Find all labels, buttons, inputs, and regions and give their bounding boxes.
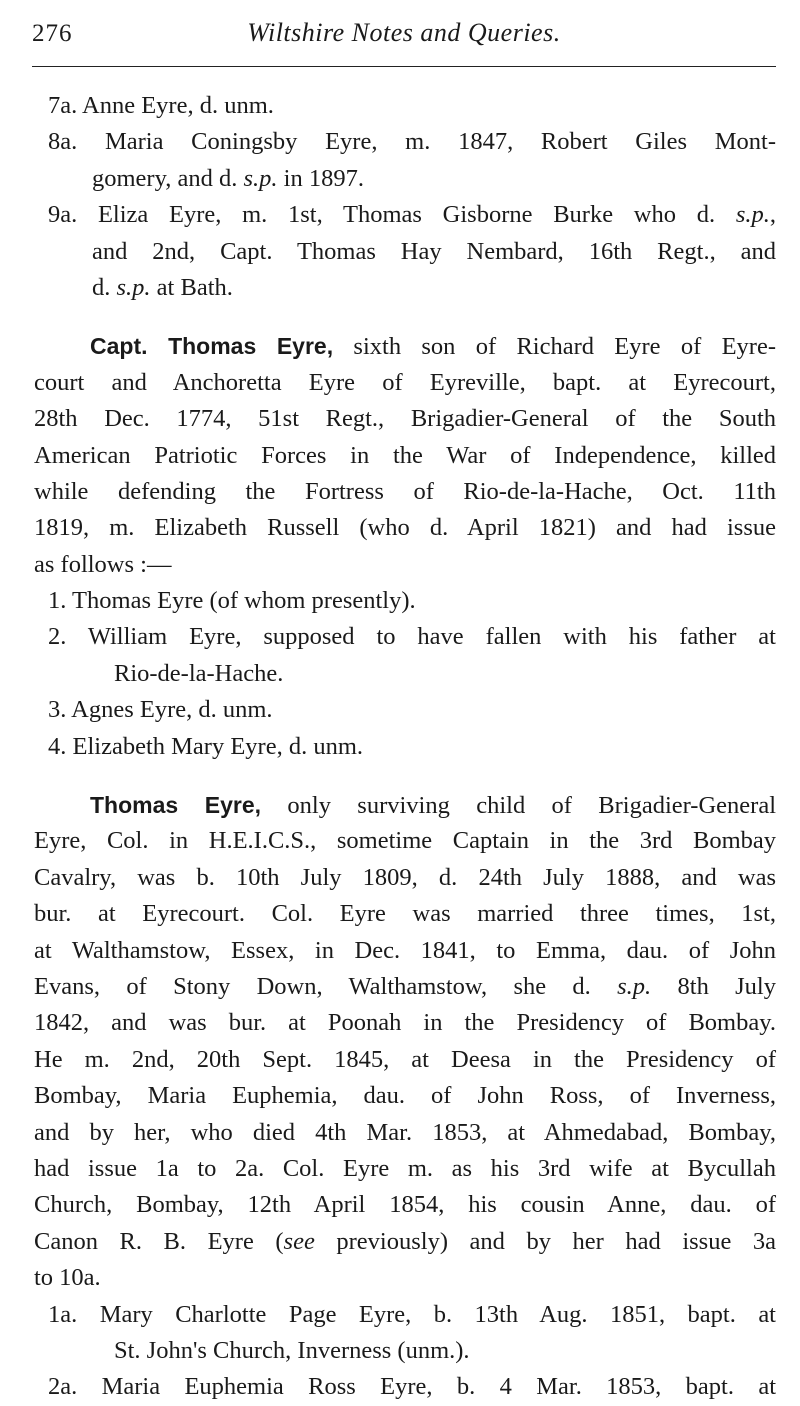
- paragraph-gap: [34, 306, 776, 328]
- entry-8a: 8a. Maria Coningsby Eyre, m. 1847, Robert Giles Mont-: [48, 128, 776, 156]
- paragraph-gap: [34, 765, 776, 787]
- capt-para-line-1: Capt. Thomas Eyre, sixth son of Richard Eyre of Eyre-: [90, 333, 776, 361]
- capt-para-line-5: while defending the Fortress of Rio-de-la-Hache, Oct. 11th: [34, 477, 776, 505]
- entry-7a: 7a. Anne Eyre, d. unm.: [48, 92, 274, 119]
- thomas-para-line-7: 1842, and was bur. at Poonah in the Presidency of Bombay.: [34, 1009, 776, 1037]
- capt-para-line-3: 28th Dec. 1774, 51st Regt., Brigadier-General of the South: [34, 405, 776, 433]
- child-4: 4. Elizabeth Mary Eyre, d. unm.: [48, 732, 364, 760]
- thomas-para-line-3: Cavalry, was b. 10th July 1809, d. 24th July 1888, and was: [34, 863, 776, 891]
- thomas-para-line-11: had issue 1a to 2a. Col. Eyre m. as his 3rd wife at Bycullah: [34, 1154, 776, 1182]
- capt-para-line-6: 1819, m. Elizabeth Russell (who d. April 1821) and had issue: [34, 514, 776, 542]
- thomas-para-line-2: Eyre, Col. in H.E.I.C.S., sometime Captain in the 3rd Bombay: [34, 827, 776, 855]
- child-2: 2. William Eyre, supposed to have fallen with his father at: [48, 623, 776, 651]
- entry-8a-cont: gomery, and d. s.p. in 1897.: [92, 164, 364, 192]
- page-header: [32, 14, 776, 54]
- child-1: 1. Thomas Eyre (of whom presently).: [48, 587, 416, 615]
- entry-9a: 9a. Eliza Eyre, m. 1st, Thomas Gisborne Burke who d. s.p.,: [48, 201, 776, 229]
- thomas-para-line-10: and by her, who died 4th Mar. 1853, at Ahmedabad, Bombay,: [34, 1118, 776, 1146]
- thomas-para-line-9: Bombay, Maria Euphemia, dau. of John Ross, of Inverness,: [34, 1082, 776, 1110]
- thomas-para-line-14: to 10a.: [34, 1264, 101, 1292]
- entry-1a-cont: St. John's Church, Inverness (unm.).: [114, 1336, 470, 1364]
- entry-9a-cont-1: and 2nd, Capt. Thomas Hay Nembard, 16th Regt., and: [92, 237, 776, 265]
- thomas-para-line-6: Evans, of Stony Down, Walthamstow, she d. s.p. 8th July: [34, 972, 776, 1000]
- page-body: [34, 88, 776, 1406]
- thomas-para-line-12: Church, Bombay, 12th April 1854, his cousin Anne, dau. of: [34, 1191, 776, 1219]
- entry-2a: 2a. Maria Euphemia Ross Eyre, b. 4 Mar. 1853, bapt. at: [48, 1373, 776, 1401]
- running-title: Wiltshire Notes and Queries.: [247, 18, 561, 47]
- entry-1a: 1a. Mary Charlotte Page Eyre, b. 13th Aug. 1851, bapt. at: [48, 1300, 776, 1328]
- page-number: 276: [32, 20, 73, 47]
- child-2-cont: Rio-de-la-Hache.: [114, 659, 284, 687]
- capt-para-line-7: as follows :—: [34, 550, 172, 578]
- thomas-para-line-4: bur. at Eyrecourt. Col. Eyre was married three times, 1st,: [34, 900, 776, 928]
- thomas-para-line-8: He m. 2nd, 20th Sept. 1845, at Deesa in the Presidency of: [34, 1045, 776, 1073]
- capt-para-line-4: American Patriotic Forces in the War of Independence, killed: [34, 441, 776, 469]
- capt-para-line-2: court and Anchoretta Eyre of Eyreville, bapt. at Eyrecourt,: [34, 368, 776, 396]
- person-name: Thomas Eyre,: [90, 792, 262, 819]
- thomas-para-line-5: at Walthamstow, Essex, in Dec. 1841, to Emma, dau. of John: [34, 936, 776, 964]
- person-name: Capt. Thomas Eyre,: [90, 333, 334, 360]
- thomas-para-line-13: Canon R. B. Eyre (see previously) and by her had issue 3a: [34, 1227, 776, 1255]
- child-3: 3. Agnes Eyre, d. unm.: [48, 696, 273, 724]
- header-rule: [32, 66, 776, 67]
- entry-9a-cont-2: d. s.p. at Bath.: [92, 273, 233, 301]
- thomas-para-line-1: Thomas Eyre, only surviving child of Brigadier-General: [90, 792, 776, 820]
